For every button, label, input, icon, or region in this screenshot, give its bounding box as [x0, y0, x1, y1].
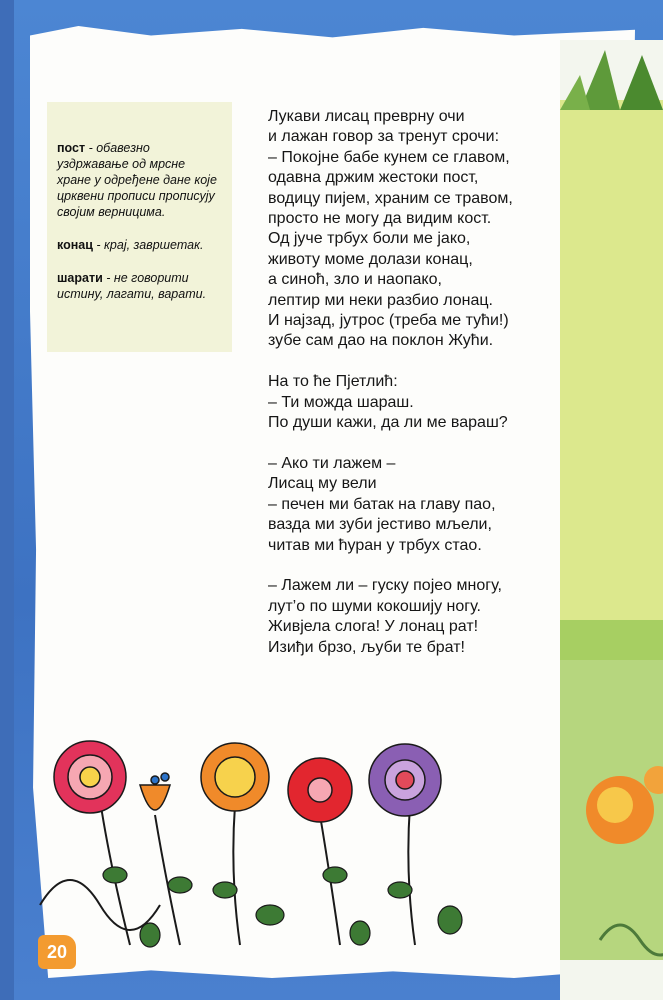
poem-line: а синоћ, зло и наопако,	[268, 271, 442, 289]
page-number-badge: 20	[38, 935, 76, 969]
tulip-flower	[140, 773, 170, 810]
poem-line: зубе сам дао на поклон Жући.	[268, 332, 494, 350]
poem-line: – Лажем ли – гуску појео многу,	[268, 577, 502, 595]
poem-line: Лукави лисац преврну очи	[268, 108, 465, 125]
poem-line: читав ми ћуран у трбух стао.	[268, 536, 482, 554]
poem-line: лептир ми неки разбио лонац.	[268, 291, 493, 309]
red-flower	[288, 758, 352, 822]
spine-strip	[0, 0, 14, 1000]
red-pink-flower	[54, 741, 126, 813]
stanza-1	[268, 107, 568, 352]
poem-line: По души кажи, да ли ме вараш?	[268, 414, 508, 432]
orange-yellow-flower	[201, 743, 269, 811]
stanza-4	[268, 576, 568, 658]
poem-line: – Покојне бабе кунем се главом,	[268, 148, 510, 166]
poem-line: На то ће Пјетлић:	[268, 373, 398, 391]
poem-line: одавна држим жестоки пост,	[268, 169, 479, 187]
poem-text	[268, 107, 568, 678]
poem-line: водицу пијем, храним се травом,	[268, 189, 513, 207]
glossary-entry-post: пост - обавезно уздржавање од мрсне хране у одређене дане које црквени прописи прописују својим верницима.	[57, 141, 217, 219]
poem-line: И најзад, јутрос (треба ме тући!)	[268, 312, 509, 330]
poem-line: лут’о по шуми кокошију ногу.	[268, 597, 481, 615]
poem-line: – печен ми батак на главу пао,	[268, 495, 496, 513]
glossary-box	[47, 102, 232, 352]
purple-flower	[369, 744, 441, 816]
watercolor-landscape-art	[560, 40, 663, 1000]
poem-line: – Ти можда шараш.	[268, 393, 414, 411]
poem-line: просто не могу да видим кост.	[268, 210, 492, 228]
stanza-2	[268, 372, 568, 433]
poem-line: животу моме долази конац,	[268, 250, 473, 268]
poem-line: Лисац му вели	[268, 475, 377, 493]
glossary-entry-konac: конац - крај, завршетак.	[57, 238, 204, 252]
poem-line: – Ако ти лажем –	[268, 454, 396, 472]
glossary-entry-sharati: шарати - не говорити истину, лагати, варати.	[57, 271, 207, 301]
poem-line: и лажан говор за тренут срочи:	[268, 128, 500, 146]
poem-line: Изиђи брзо, љуби те брат!	[268, 638, 465, 656]
poem-line: Живјела слога! У лонац рат!	[268, 618, 479, 636]
stanza-3	[268, 454, 568, 556]
poem-line: Од јуче трбух боли ме јако,	[268, 230, 471, 248]
flowers-illustration	[30, 705, 550, 965]
poem-line: вазда ми зуби јестиво мљели,	[268, 516, 492, 534]
